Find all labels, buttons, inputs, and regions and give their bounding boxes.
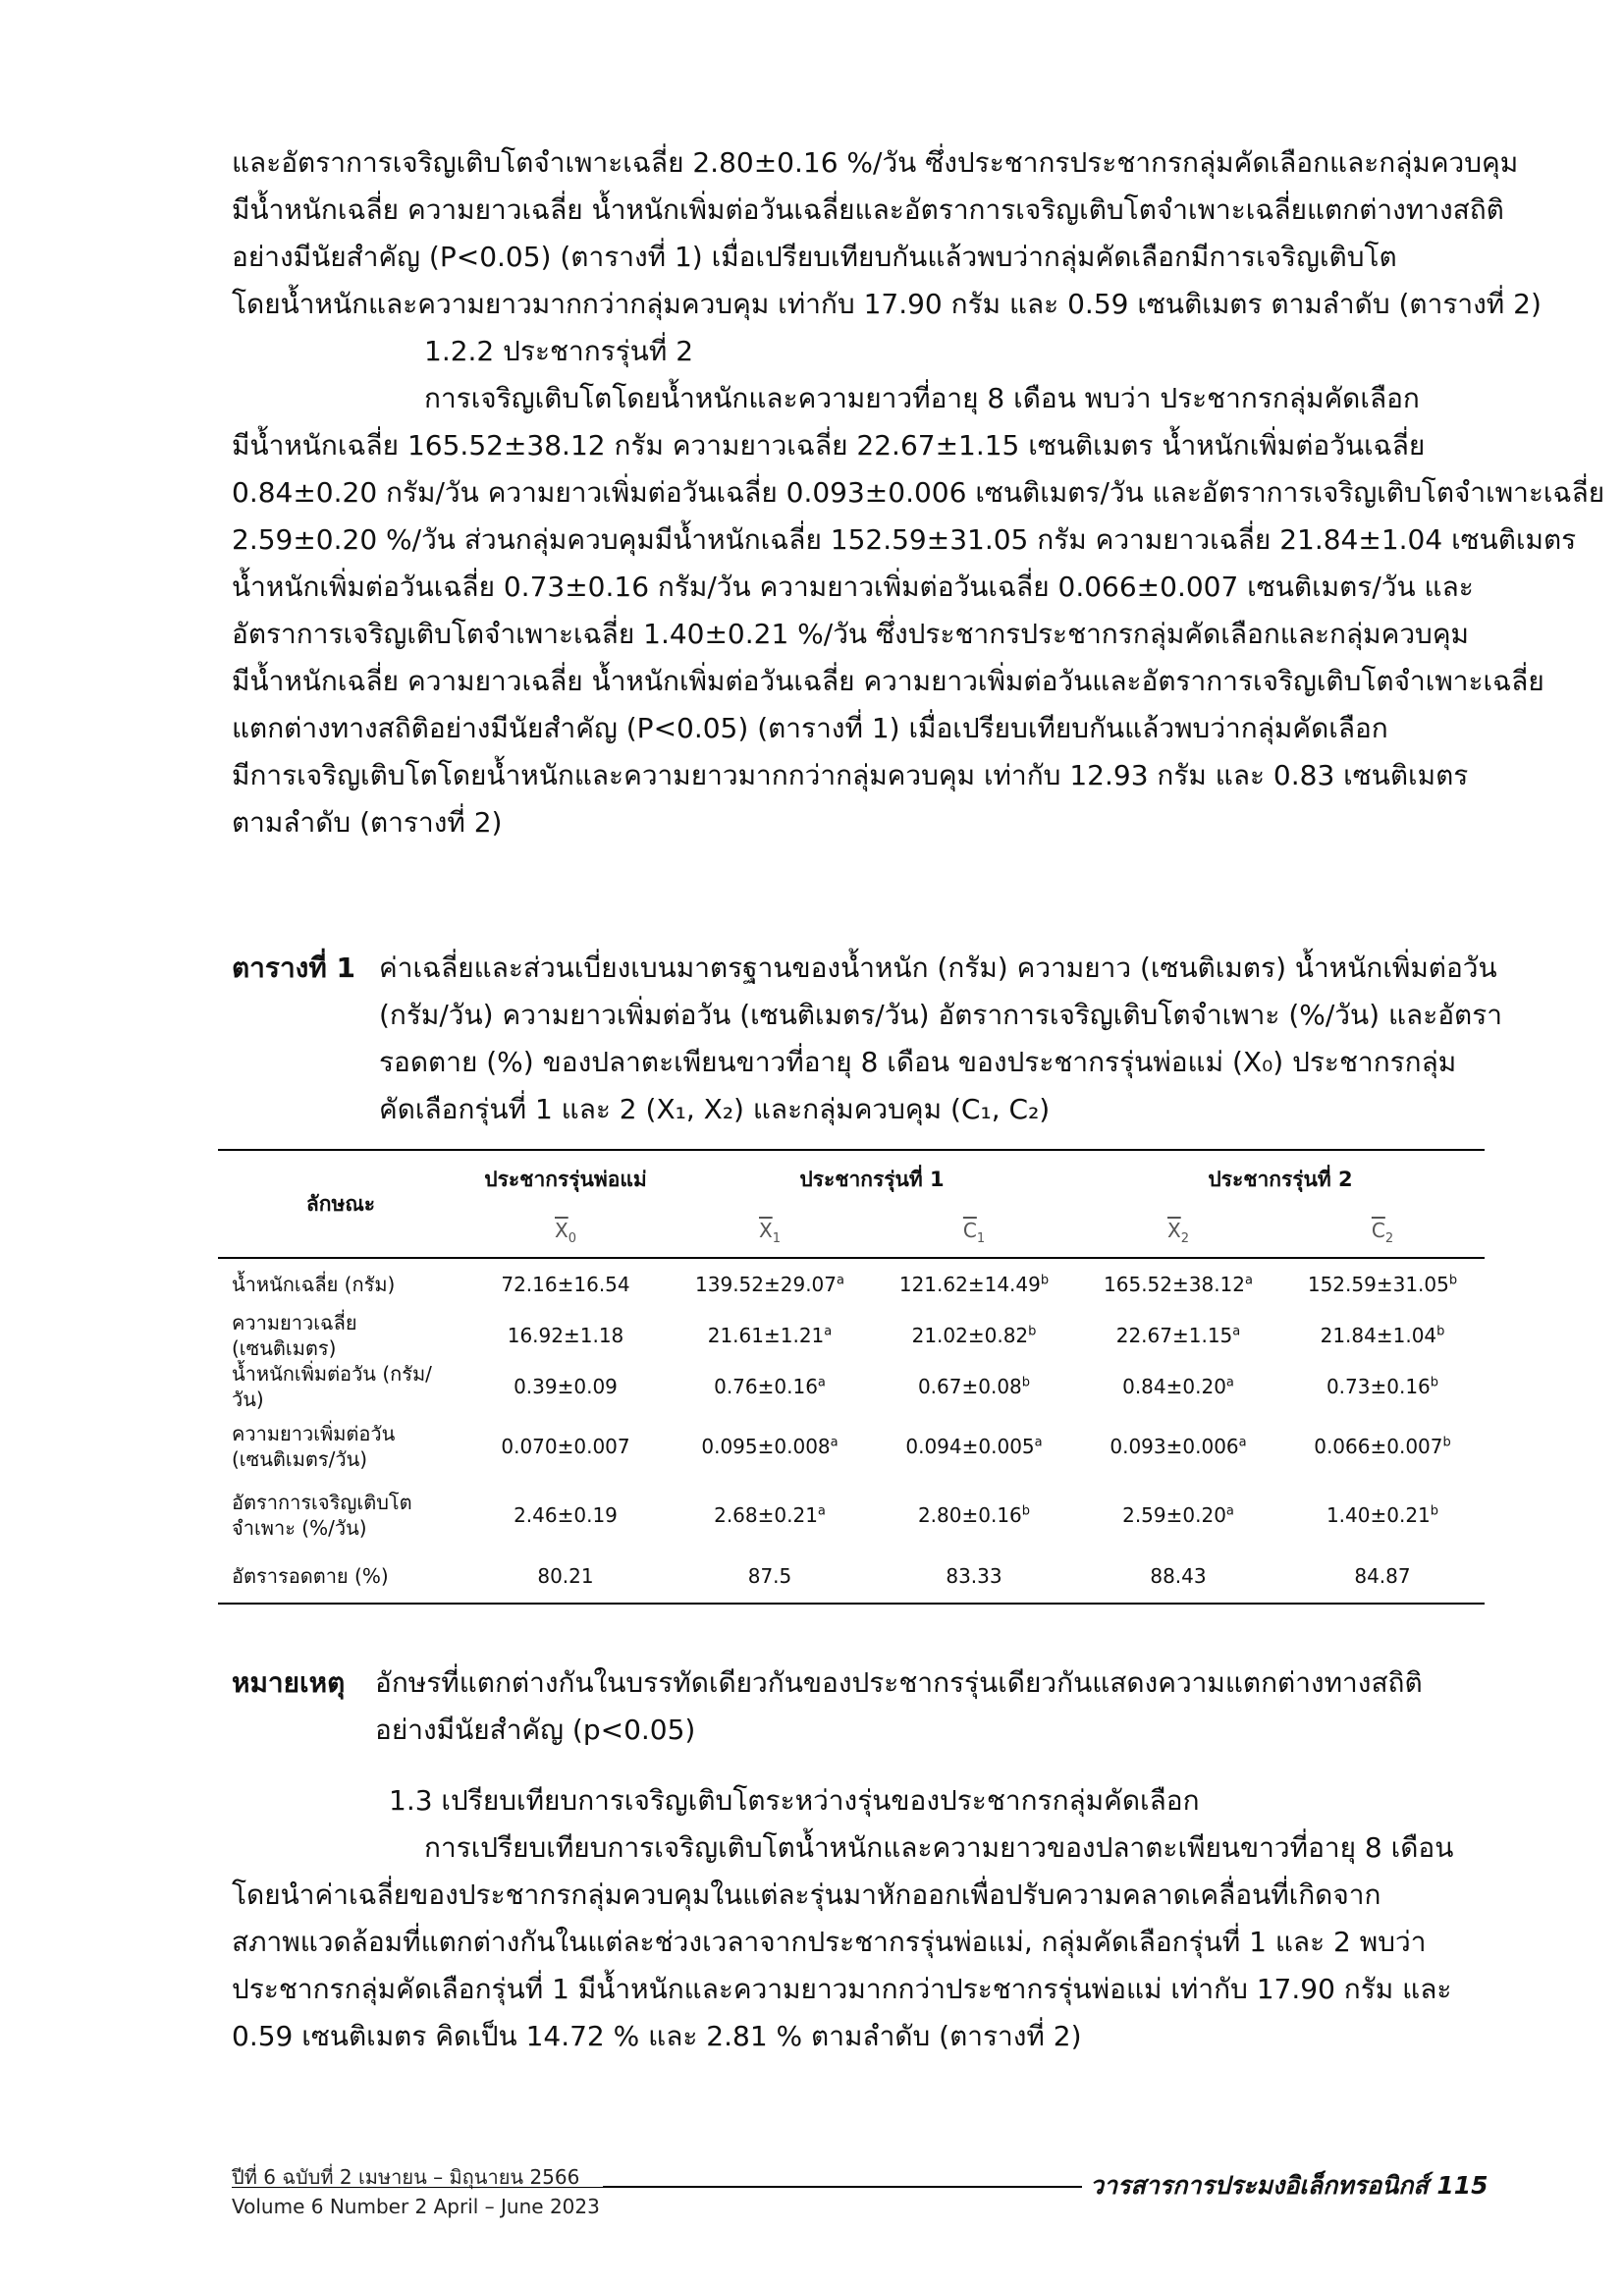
table-cell [668, 1550, 872, 1604]
cell-value: 0.066±0.007 [1314, 1435, 1443, 1458]
table-row [218, 1310, 1485, 1361]
table-cell [1076, 1412, 1280, 1481]
table-row [218, 1481, 1485, 1550]
significance-letter: b [1028, 1324, 1037, 1339]
cell-value: 0.39±0.09 [514, 1375, 618, 1398]
cell-value: 83.33 [946, 1564, 1002, 1588]
significance-letter: a [824, 1324, 833, 1339]
table-cell [1076, 1550, 1280, 1604]
cell-value: 16.92±1.18 [507, 1324, 624, 1347]
subheader-index: 1 [772, 1231, 781, 1246]
cell-value: 0.73±0.16 [1326, 1375, 1431, 1398]
paragraph-results-gen2 [232, 375, 1605, 846]
significance-letter: a [830, 1435, 839, 1450]
column-subheader [1280, 1208, 1485, 1258]
text-line: อย่างมีนัยสำคัญ (P<0.05) (ตารางที่ 1) เมื่อเปรียบเทียบกันแล้วพบว่ากลุ่มคัดเลือกมีการเจริญเติบโต [232, 241, 1397, 273]
table-cell [668, 1310, 872, 1361]
text-line: 2.59±0.20 %/วัน ส่วนกลุ่มควบคุมมีน้ำหนักเฉลี่ย 152.59±31.05 กรัม ความยาวเฉลี่ย 21.84±1.04 เซนติเมตร [232, 523, 1577, 556]
table-cell [872, 1412, 1076, 1481]
text-line: มีการเจริญเติบโตโดยน้ำหนักและความยาวมากกว่ากลุ่มควบคุม เท่ากับ 12.93 กรัม และ 0.83 เซนติเมตร [232, 759, 1469, 791]
column-group-gen1: ประชากรรุ่นที่ 1 [668, 1150, 1076, 1208]
significance-letter: a [1225, 1375, 1234, 1390]
cell-value: 2.80±0.16 [917, 1503, 1022, 1527]
cell-value: 0.094±0.005 [905, 1435, 1035, 1458]
significance-letter: b [1430, 1503, 1439, 1519]
significance-letter: b [1436, 1324, 1445, 1339]
cell-value: 165.52±38.12 [1104, 1273, 1246, 1296]
table-cell [463, 1481, 668, 1550]
subheader-symbol: $\overline{X}$ [555, 1219, 568, 1242]
row-label: ความยาวเฉลี่ย (เซนติเมตร) [232, 1311, 357, 1360]
row-label: น้ำหนักเพิ่มต่อวัน (กรัม/วัน) [232, 1362, 432, 1411]
table-cell [463, 1550, 668, 1604]
cell-value: 87.5 [747, 1564, 792, 1588]
table-cell [872, 1550, 1076, 1604]
table-cell [1076, 1310, 1280, 1361]
cell-value: 0.093±0.006 [1110, 1435, 1239, 1458]
significance-letter: b [1442, 1435, 1451, 1450]
growth-table [218, 1149, 1485, 1605]
column-group-gen2: ประชากรรุ่นที่ 2 [1076, 1150, 1485, 1208]
footer-underline [232, 2187, 603, 2188]
footer-issue-english: Volume 6 Number 2 April – June 2023 [232, 2195, 600, 2218]
text-line: โดยน้ำหนักและความยาวมากกว่ากลุ่มควบคุม เท่ากับ 17.90 กรัม และ 0.59 เซนติเมตร ตามลำดับ (ตารางที่ 2) [232, 288, 1542, 320]
table-cell [1280, 1310, 1485, 1361]
table-cell [668, 1361, 872, 1412]
column-subheader [463, 1208, 668, 1258]
table-cell [463, 1412, 668, 1481]
text-line: โดยนำค่าเฉลี่ยของประชากรกลุ่มควบคุมในแต่ละรุ่นมาหักออกเพื่อปรับความคลาดเคลื่อนที่เกิดจาก [232, 1878, 1381, 1911]
table-row [218, 1550, 1485, 1604]
significance-letter: a [837, 1273, 844, 1288]
table-cell [1280, 1361, 1485, 1412]
cell-value: 2.46±0.19 [514, 1503, 618, 1527]
table-row [218, 1412, 1485, 1481]
row-label: อัตราการเจริญเติบโตจำเพาะ (%/วัน) [232, 1491, 412, 1540]
cell-value: 0.67±0.08 [917, 1375, 1022, 1398]
text-line: การเปรียบเทียบการเจริญเติบโตน้ำหนักและความยาวของปลาตะเพียนขาวที่อายุ 8 เดือน [424, 1831, 1454, 1864]
cell-value: 21.61±1.21 [707, 1324, 825, 1347]
table-cell [872, 1361, 1076, 1412]
cell-value: 152.59±31.05 [1307, 1273, 1449, 1296]
text-line: คัดเลือกรุ่นที่ 1 และ 2 (X₁, X₂) และกลุ่มควบคุม (C₁, C₂) [379, 1093, 1051, 1125]
significance-letter: a [1245, 1273, 1253, 1288]
cell-value: 0.76±0.16 [714, 1375, 818, 1398]
table-cell [668, 1412, 872, 1481]
table-cell [668, 1258, 872, 1310]
table-cell [463, 1310, 668, 1361]
table-cell [463, 1258, 668, 1310]
text-line: 0.84±0.20 กรัม/วัน ความยาวเพิ่มต่อวันเฉลี่ย 0.093±0.006 เซนติเมตร/วัน และอัตราการเจริญเติบโตจำเพาะเฉลี่ย [232, 476, 1605, 509]
subheader-index: 2 [1180, 1231, 1189, 1246]
text-line: รอดตาย (%) ของปลาตะเพียนขาวที่อายุ 8 เดือน ของประชากรรุ่นพ่อแม่ (X₀) ประชากรกลุ่ม [379, 1046, 1457, 1078]
subheader-symbol: $\overline{C}$ [1371, 1219, 1385, 1242]
text-line: ตามลำดับ (ตารางที่ 2) [232, 806, 503, 839]
column-subheader [668, 1208, 872, 1258]
text-line: อัตราการเจริญเติบโตจำเพาะเฉลี่ย 1.40±0.21 %/วัน ซึ่งประชากรประชากรกลุ่มคัดเลือกและกลุ่มควบคุม [232, 618, 1469, 650]
cell-value: 0.095±0.008 [701, 1435, 831, 1458]
table-cell [1076, 1481, 1280, 1550]
text-line: และอัตราการเจริญเติบโตจำเพาะเฉลี่ย 2.80±0.16 %/วัน ซึ่งประชากรประชากรกลุ่มคัดเลือกและกลุ่มควบคุม [232, 146, 1519, 179]
subheader-symbol: $\overline{C}$ [962, 1219, 977, 1242]
footer-issue [232, 2162, 600, 2221]
significance-letter: a [1238, 1435, 1247, 1450]
cell-value: 0.070±0.007 [501, 1435, 630, 1458]
section-heading-1-3: 1.3 เปรียบเทียบการเจริญเติบโตระหว่างรุ่นของประชากรกลุ่มคัดเลือก [389, 1784, 1200, 1817]
significance-letter: b [1021, 1375, 1031, 1390]
table-cell [872, 1310, 1076, 1361]
significance-letter: a [1225, 1503, 1234, 1519]
cell-value: 2.59±0.20 [1122, 1503, 1226, 1527]
cell-value: 2.68±0.21 [714, 1503, 818, 1527]
subheader-symbol: $\overline{X}$ [1167, 1219, 1181, 1242]
note-text [375, 1660, 1489, 1754]
cell-value: 72.16±16.54 [501, 1273, 630, 1296]
significance-letter: b [1021, 1503, 1031, 1519]
subheader-index: 2 [1384, 1231, 1394, 1246]
row-label: น้ำหนักเฉลี่ย (กรัม) [232, 1273, 396, 1296]
table-cell [1280, 1258, 1485, 1310]
table-row [218, 1361, 1485, 1412]
table-cell [1280, 1481, 1485, 1550]
table-cell [1280, 1412, 1485, 1481]
column-header-characteristic: ลักษณะ [218, 1150, 463, 1258]
table-cell [872, 1258, 1076, 1310]
row-label: ความยาวเพิ่มต่อวัน (เซนติเมตร/วัน) [232, 1422, 396, 1471]
column-subheader [872, 1208, 1076, 1258]
text-line: ค่าเฉลี่ยและส่วนเบี่ยงเบนมาตรฐานของน้ำหนัก (กรัม) ความยาว (เซนติเมตร) น้ำหนักเพิ่มต่อวัน [379, 952, 1497, 984]
significance-letter: b [1448, 1273, 1458, 1288]
text-line: อักษรที่แตกต่างกันในบรรทัดเดียวกันของประชากรรุ่นเดียวกันแสดงความแตกต่างทางสถิติ [375, 1666, 1423, 1699]
cell-value: 80.21 [537, 1564, 594, 1588]
table-cell [668, 1481, 872, 1550]
cell-value: 0.84±0.20 [1122, 1375, 1226, 1398]
paragraph-generation-comparison [232, 1824, 1485, 2060]
footer-divider [603, 2186, 1082, 2188]
text-line: (กรัม/วัน) ความยาวเพิ่มต่อวัน (เซนติเมตร/วัน) อัตราการเจริญเติบโตจำเพาะ (%/วัน) และอัตรา [379, 999, 1502, 1031]
text-line: น้ำหนักเพิ่มต่อวันเฉลี่ย 0.73±0.16 กรัม/วัน ความยาวเพิ่มต่อวันเฉลี่ย 0.066±0.007 เซนติเมตร/วัน และ [232, 571, 1474, 603]
cell-value: 21.02±0.82 [911, 1324, 1029, 1347]
table-cell [1280, 1550, 1485, 1604]
table-cell [1076, 1258, 1280, 1310]
text-line: สภาพแวดล้อมที่แตกต่างกันในแต่ละช่วงเวลาจากประชากรรุ่นพ่อแม่, กลุ่มคัดเลือกรุ่นที่ 1 และ 2 พบว่า [232, 1926, 1427, 1958]
table-caption-text [379, 945, 1502, 1133]
note-label: หมายเหตุ [232, 1666, 346, 1699]
cell-value: 88.43 [1150, 1564, 1207, 1588]
footer-issue-thai: ปีที่ 6 ฉบับที่ 2 เมษายน – มิถุนายน 2566 [232, 2165, 580, 2189]
table-caption-label: ตารางที่ 1 [232, 952, 356, 984]
text-line: ประชากรกลุ่มคัดเลือกรุ่นที่ 1 มีน้ำหนักและความยาวมากกว่าประชากรรุ่นพ่อแม่ เท่ากับ 17.90 กรัม และ [232, 1973, 1452, 2005]
significance-letter: a [817, 1503, 826, 1519]
footer-journal-title: วารสารการประมงอิเล็กทรอนิกส์ 115 [1090, 2171, 1489, 2200]
significance-letter: a [1034, 1435, 1043, 1450]
cell-value: 121.62±14.49 [898, 1273, 1041, 1296]
text-line: อย่างมีนัยสำคัญ (p<0.05) [375, 1714, 696, 1746]
table-cell [1076, 1361, 1280, 1412]
text-line: แตกต่างทางสถิติอย่างมีนัยสำคัญ (P<0.05) (ตารางที่ 1) เมื่อเปรียบเทียบกันแล้วพบว่ากลุ่มคัดเลือก [232, 712, 1388, 744]
paragraph-results-gen1 [232, 139, 1542, 328]
text-line: มีน้ำหนักเฉลี่ย ความยาวเฉลี่ย น้ำหนักเพิ่มต่อวันเฉลี่ย ความยาวเพิ่มต่อวันและอัตราการเจริญเติบโตจำเพาะเฉลี่ย [232, 665, 1544, 697]
column-group-parent: ประชากรรุ่นพ่อแม่ [463, 1150, 668, 1208]
text-line: มีน้ำหนักเฉลี่ย 165.52±38.12 กรัม ความยาวเฉลี่ย 22.67±1.15 เซนติเมตร น้ำหนักเพิ่มต่อวันเฉลี่ย [232, 429, 1426, 462]
cell-value: 139.52±29.07 [695, 1273, 838, 1296]
significance-letter: b [1430, 1375, 1439, 1390]
subheader-index: 1 [976, 1231, 986, 1246]
text-line: การเจริญเติบโตโดยน้ำหนักและความยาวที่อายุ 8 เดือน พบว่า ประชากรกลุ่มคัดเลือก [424, 382, 1420, 414]
cell-value: 1.40±0.21 [1326, 1503, 1431, 1527]
significance-letter: a [1232, 1324, 1241, 1339]
cell-value: 84.87 [1354, 1564, 1411, 1588]
text-line: มีน้ำหนักเฉลี่ย ความยาวเฉลี่ย น้ำหนักเพิ่มต่อวันเฉลี่ยและอัตราการเจริญเติบโตจำเพาะเฉลี่ยแตกต่างทางสถิติ [232, 193, 1504, 226]
significance-letter: a [817, 1375, 826, 1390]
row-label: อัตรารอดตาย (%) [218, 1550, 463, 1604]
table-cell [872, 1481, 1076, 1550]
text-line: 0.59 เซนติเมตร คิดเป็น 14.72 % และ 2.81 % ตามลำดับ (ตารางที่ 2) [232, 2020, 1082, 2052]
subheader-symbol: $\overline{X}$ [759, 1219, 773, 1242]
section-heading-1-2-2: 1.2.2 ประชากรรุ่นที่ 2 [424, 335, 694, 367]
significance-letter: b [1040, 1273, 1050, 1288]
cell-value: 22.67±1.15 [1115, 1324, 1233, 1347]
table-cell [463, 1361, 668, 1412]
cell-value: 21.84±1.04 [1320, 1324, 1437, 1347]
table-row [218, 1258, 1485, 1310]
column-subheader [1076, 1208, 1280, 1258]
subheader-index: 0 [568, 1231, 576, 1246]
